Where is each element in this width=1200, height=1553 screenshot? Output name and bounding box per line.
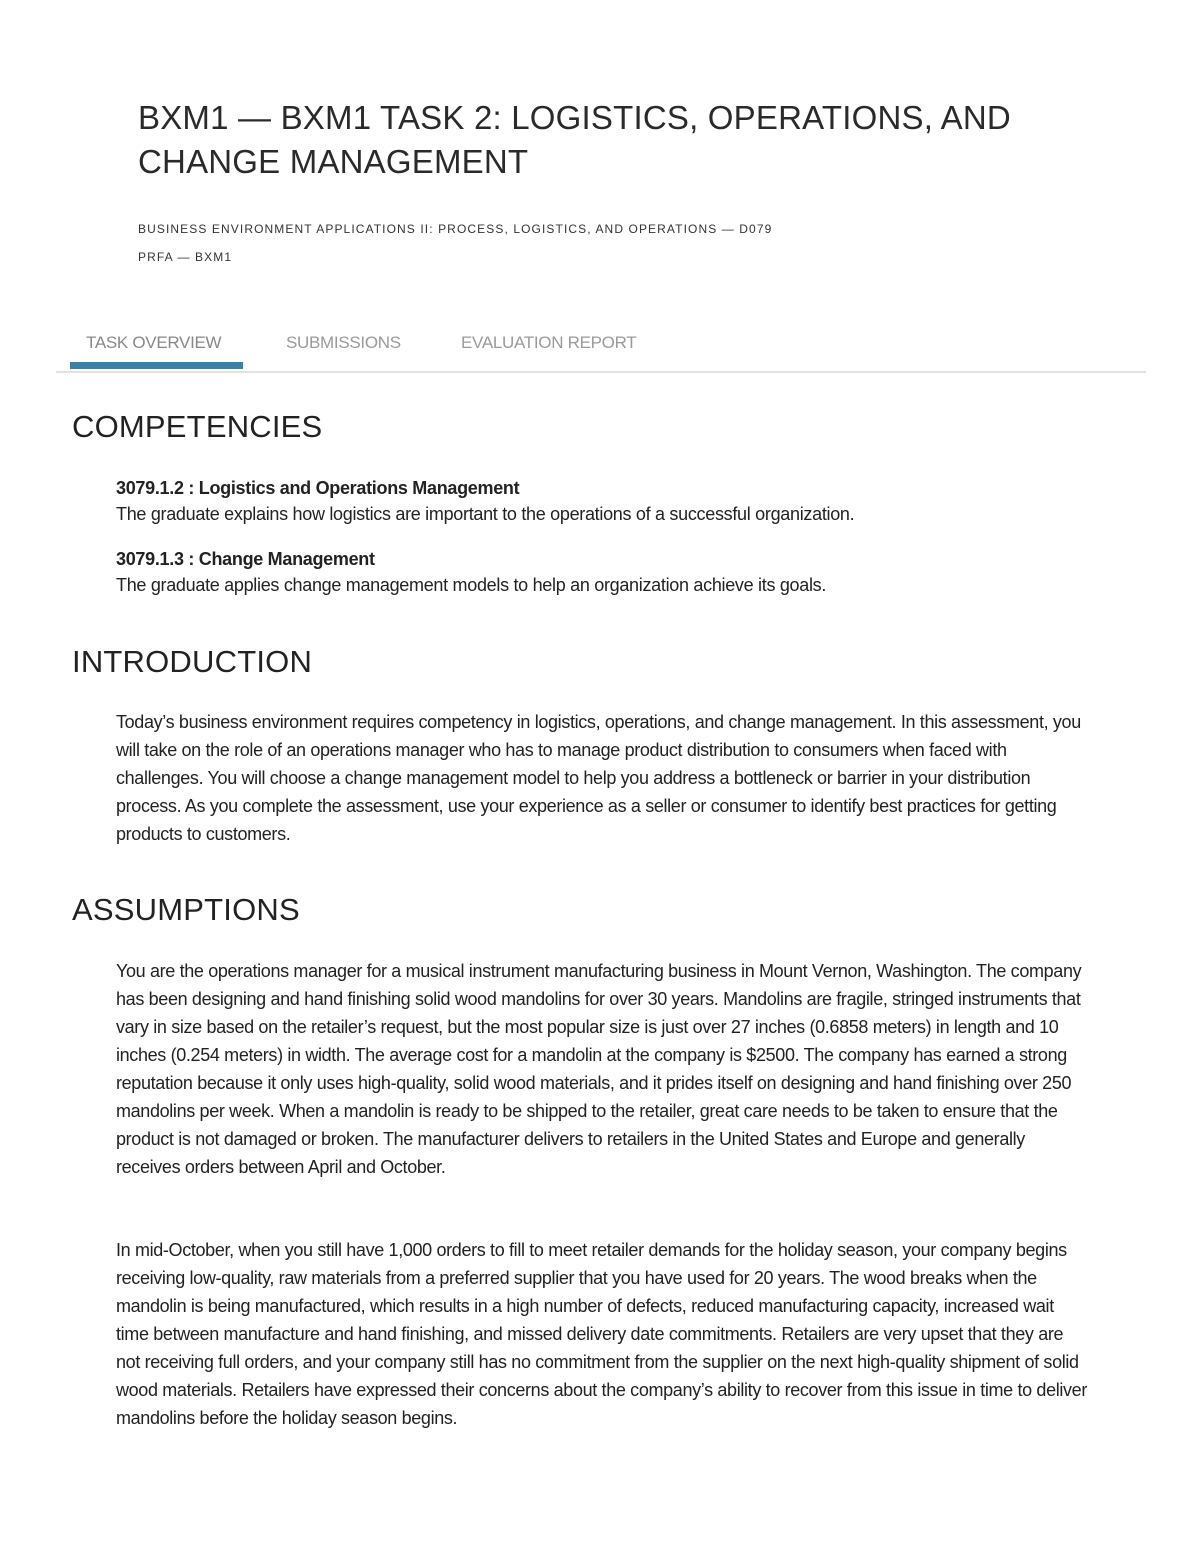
tab-submissions[interactable]: SUBMISSIONS: [286, 333, 401, 352]
competency-item: [116, 546, 1096, 598]
introduction-heading: INTRODUCTION: [72, 644, 313, 679]
competency-description: The graduate applies change management models to help an organization achieve its goals.: [116, 575, 827, 595]
active-tab-indicator: [70, 362, 243, 369]
page-title: BXM1 — BXM1 TASK 2: LOGISTICS, OPERATIONS, AND CHANGE MANAGEMENT: [138, 99, 1011, 180]
competency-title: 3079.1.2 : Logistics and Operations Management: [116, 478, 520, 498]
competency-title: 3079.1.3 : Change Management: [116, 549, 375, 569]
course-name: BUSINESS ENVIRONMENT APPLICATIONS II: PROCESS, LOGISTICS, AND OPERATIONS — D079: [138, 222, 773, 236]
tab-bar: [56, 326, 1146, 373]
competency-description: The graduate explains how logistics are important to the operations of a successful organization.: [116, 504, 855, 524]
assumptions-paragraph: In mid-October, when you still have 1,000 orders to fill to meet retailer demands for the holiday season, your company begins receiving low-quality, raw materials from a preferred supplier that you have used for 20 years. The wood breaks when the mandolin is being manufactured, which results in a high number of defects, reduced manufacturing capacity, increased wait time between manufacture and hand finishing, and missed delivery date commitments. Retailers are very upset that they are not receiving full orders, and your company still has no commitment from the supplier on the next high-quality shipment of solid wood materials. Retailers have expressed their concerns about the company’s ability to recover from this issue in time to deliver mandolins before the holiday season begins.: [116, 1240, 1087, 1428]
assumptions-paragraph: You are the operations manager for a musical instrument manufacturing business in Mount Vernon, Washington. The company has been designing and hand finishing solid wood mandolins for over 30 years. Mandolins are fragile, stringed instruments that vary in size based on the retailer’s request, but the most popular size is just over 27 inches (0.6858 meters) in length and 10 inches (0.254 meters) in width. The average cost for a mandolin at the company is $2500. The company has earned a strong reputation because it only uses high-quality, solid wood materials, and it prides itself on designing and hand finishing over 250 mandolins per week. When a mandolin is ready to be shipped to the retailer, great care needs to be taken to ensure that the product is not damaged or broken. The manufacturer delivers to retailers in the United States and Europe and generally receives orders between April and October.: [116, 961, 1082, 1177]
competencies-heading: COMPETENCIES: [72, 409, 323, 444]
competency-item: [116, 475, 1096, 527]
course-code: PRFA — BXM1: [138, 250, 233, 264]
assumptions-heading: ASSUMPTIONS: [72, 892, 300, 927]
introduction-paragraph: Today’s business environment requires competency in logistics, operations, and change management. In this assessment, you will take on the role of an operations manager who has to manage product distribution to consumers when faced with challenges. You will choose a change management model to help you address a bottleneck or barrier in your distribution process. As you complete the assessment, use your experience as a seller or consumer to identify best practices for getting products to customers.: [116, 712, 1081, 844]
tab-task-overview[interactable]: TASK OVERVIEW: [86, 333, 222, 352]
tab-evaluation-report[interactable]: EVALUATION REPORT: [461, 333, 637, 352]
